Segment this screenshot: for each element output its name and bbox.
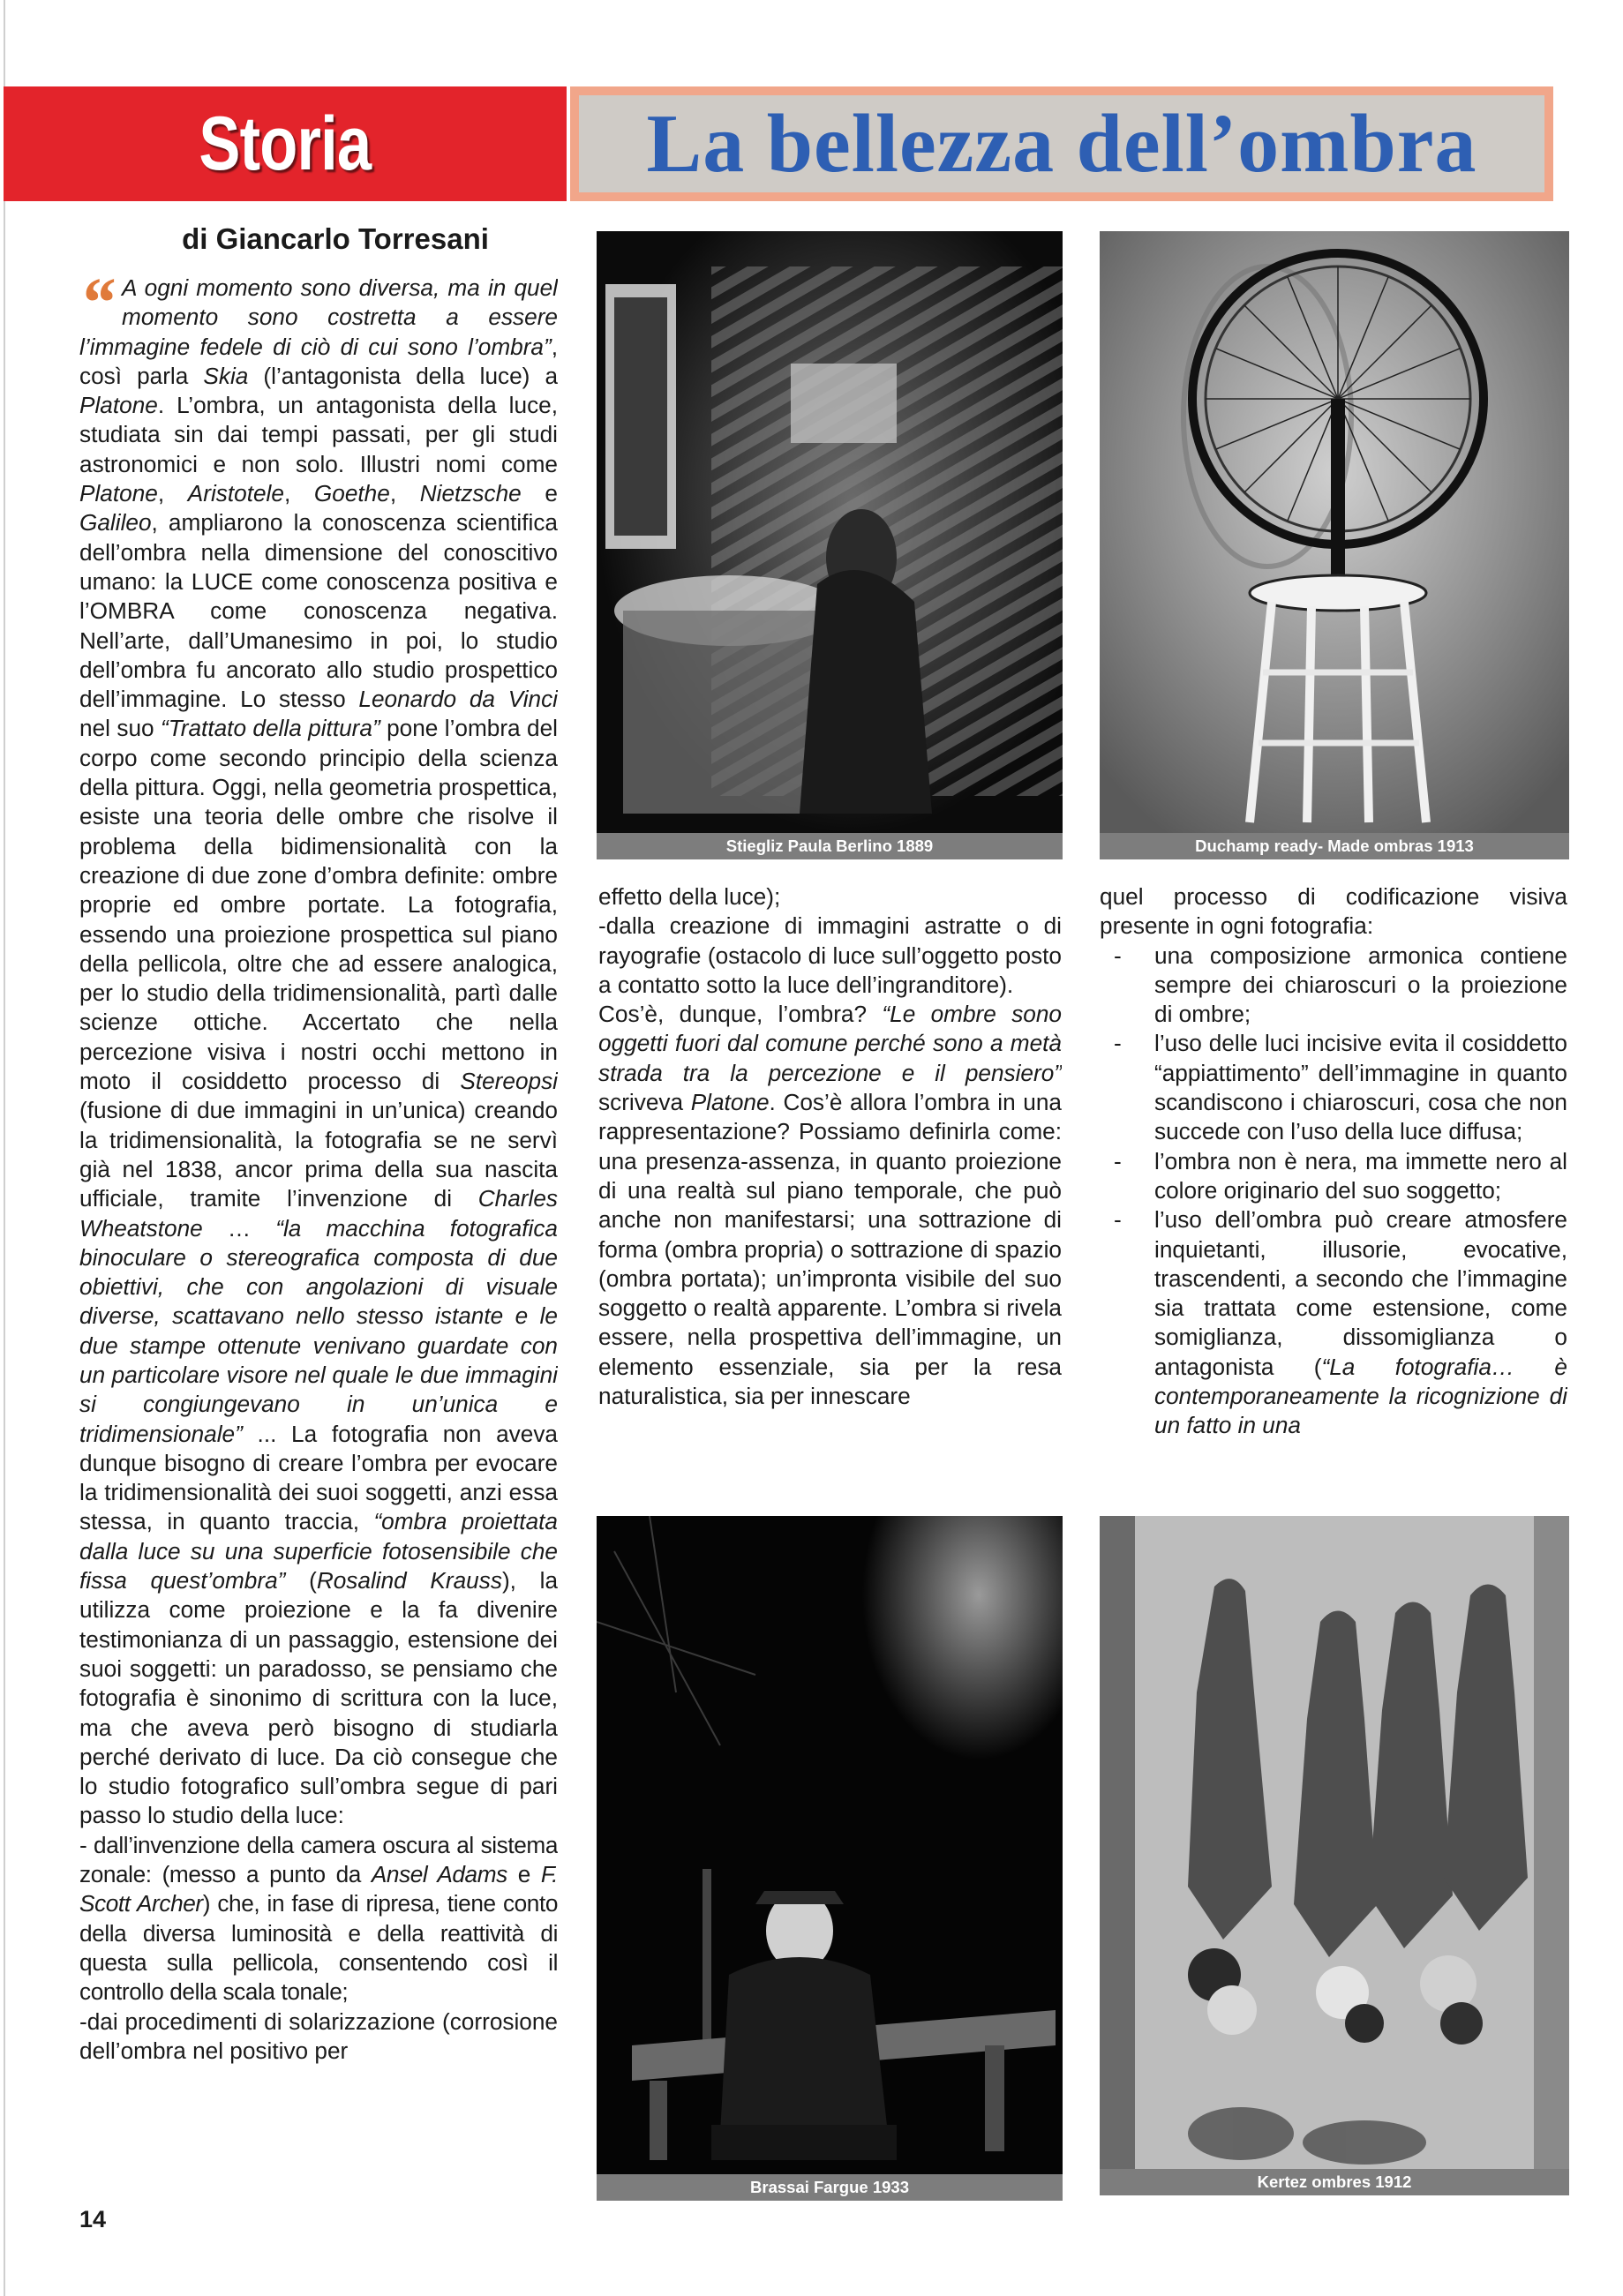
photo-duchamp: [1100, 231, 1569, 833]
list-item: - l’ombra non è nera, ma immette nero al colore originario del suo soggetto;: [1114, 1147, 1567, 1204]
article-column-3: [1100, 882, 1567, 1482]
paragraph-solarization: -dai procedimenti di solarizzazione (corrosione dell’ombra nel positivo per: [79, 2007, 558, 2064]
photo-stieglitz: [597, 231, 1063, 833]
list-item: - l’uso delle luci incisive evita il cosiddetto “appiattimento” dell’immagine in quanto scandiscono i chiaroscuri, cosa che non succede con l’uso della luce diffusa;: [1114, 1030, 1567, 1145]
paragraph-intro: “ A ogni momento sono diversa, ma in quel momento sono costretta a essere l’immagine fedele di ciò di cui sono l’ombra”, così parla Skia (l’antagonista della luce) a Platone. L’ombra, un antagonista della luce, studiata sin dai tempi passati, per gli studi astronomici e non solo. Illustri nomi come Platone, Aristotele, Goethe, Nietzsche e Galileo, ampliarono la conoscenza scientifica dell’ombra nella dimensione del conoscitivo umano: la LUCE come conoscenza positiva e l’OMBRA come conoscenza negativa. Nell’arte, dall’Umanesimo in poi, lo studio dell’ombra fu ancorato allo studio prospettico dell’immagine. Lo stesso Leonardo da Vinci nel suo “Trattato della pittura” pone l’ombra del corpo come secondo principio della scienza della pittura. Oggi, nella geometria prospettica, esiste una teoria delle ombre che risolve il problema della bidimensionalità con la creazione di due zone d’ombra definite: ombre proprie ed ombre portate. La fotografia, essendo una proiezione prospettica sul piano della pellicola, oltre che ad essere analogica, per lo studio della tridimensionalità, partì dalle scienze ottiche. Accertato che nella percezione visiva i nostri occhi mettono in moto il cosiddetto processo di Stereopsi (fusione di due immagini in un’unica) creando la tridimensionalità, la fotografia se ne servì già nel 1838, ancor prima della sua nascita ufficiale, tramite l’invenzione di Charles Wheatstone … “la macchina fotografica binoculare o stereografica composta di due obiettivi, che con angolazioni di visuale diverse, scattavano nello stesso istante e le due stampe ottenute venivano guardate con un particolare visore nel quale le due immagini si congiungevano in un’unica e tridimensionale” ... La fotografia non aveva dunque bisogno di creare l’ombra per evocare la tridimensionalità dei suoi soggetti, anzi essa stessa, in quanto traccia, “ombra proiettata dalla luce su una superficie fotosensibile che fissa quest’ombra” (Rosalind Krauss), la utilizza come proiezione e la fa divenire testimonianza di un passaggio, estensione dei suoi soggetti: un paradosso, se pensiamo che fotografia è sinonimo di scrittura con la luce, ma che aveva però bisogno di studiarla perché derivato di luce. Da ciò consegue che lo studio fotografico sull’ombra segue di pari passo lo studio della luce:: [79, 274, 558, 1829]
photo-caption: Stiegliz Paula Berlino 1889: [597, 833, 1063, 859]
section-tab: [4, 86, 567, 201]
photo-caption: Kertez ombres 1912: [1100, 2169, 1569, 2195]
paragraph-light-effect: effetto della luce);: [598, 883, 781, 910]
photo-caption: Brassai Fargue 1933: [597, 2174, 1063, 2201]
page-number: 14: [79, 2206, 107, 2232]
title-box: [570, 86, 1553, 201]
photo-caption: Duchamp ready- Made ombras 1913: [1100, 833, 1569, 859]
author-byline: di Giancarlo Torresani: [182, 222, 489, 255]
list-item: - l’uso dell’ombra può creare atmosfere inquietanti, illusorie, evocative, trascendenti, a secondo che l’immagine sia trattata come estensione, come somiglianza, dissomiglianza o antagonista (“La fotografia… è contemporaneamente la ricognizione di un fatto in una: [1114, 1206, 1567, 1439]
paragraph-zone-system: - dall’invenzione della camera oscura al sistema zonale: (messo a punto da Ansel Adams e F. Scott Archer) che, in fase di ripresa, tiene conto della diversa luminosità e della reattività di questa sulla pellicola, consentendo così il controllo della scala tonale;: [79, 1831, 558, 2006]
page-edge-line: [4, 0, 5, 2296]
photo-brassai: [597, 1516, 1063, 2174]
section-label: Storia: [199, 101, 372, 186]
photo-kertesz: [1100, 1516, 1569, 2169]
article-title: La bellezza dell’ombra: [646, 98, 1477, 190]
quote-mark-icon: “: [79, 274, 115, 342]
list-item: - una composizione armonica contiene sempre dei chiaroscuri o la proiezione di ombre;: [1114, 942, 1567, 1028]
paragraph-rayographs: -dalla creazione di immagini astratte o di rayografie (ostacolo di luce sull’oggetto posto a contatto sotto la luce dell’ingranditore).: [598, 912, 1062, 998]
paragraph-what-is-shadow: Cos’è, dunque, l’ombra? “Le ombre sono oggetti fuori dal comune perché sono a metà strada tra la percezione e il pensiero” scriveva Platone. Cos’è allora l’ombra in una rappresentazione? Possiamo definirla come: una presenza-assenza, in quanto proiezione di una realtà sul piano temporale, che può anche non manifestarsi; una sottrazione di forma (ombra propria) o sottrazione di spazio (ombra portata); un’impronta visibile del suo soggetto o realtà apparente. L’ombra si rivela essere, nella prospettiva dell’immagine, un elemento essenziale, sia per la resa naturalistica, sia per innescare: [598, 1001, 1062, 1410]
article-column-2: [598, 882, 1062, 1482]
paragraph-visual-coding: quel processo di codificazione visiva presente in ogni fotografia:: [1100, 883, 1567, 940]
article-column-1: [79, 274, 558, 2206]
title-inner: [579, 95, 1544, 192]
